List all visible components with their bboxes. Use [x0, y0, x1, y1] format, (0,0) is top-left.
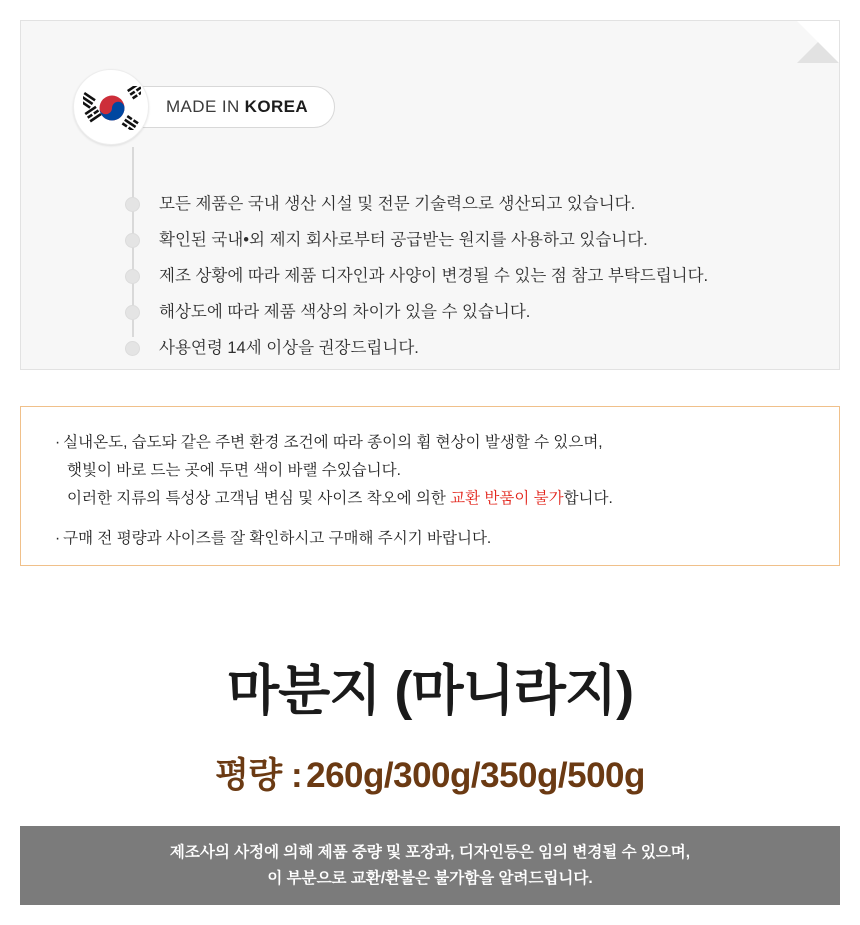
list-item — [125, 297, 825, 328]
page-title: 마분지 (마니라지) — [226, 661, 634, 721]
bullet-dot-icon — [125, 269, 140, 284]
notice-line — [55, 485, 809, 513]
bullet-text: 해상도에 따라 제품 색상의 차이가 있을 수 있습니다. — [159, 302, 531, 321]
notice-text: 햇빛이 바로 드는 곳에 두면 색이 바랠 수있습니다. — [67, 462, 401, 479]
footer-line: 제조사의 사정에 의해 제품 중량 및 포장과, 디자인등은 임의 변경될 수 있으며, — [169, 843, 691, 861]
bullet-text: 모든 제품은 국내 생산 시설 및 전문 기술력으로 생산되고 있습니다. — [159, 194, 636, 213]
notice-text: 구매 전 평량과 사이즈를 잘 확인하시고 구매해 주시기 바랍니다. — [63, 530, 492, 547]
bullet-text: 확인된 국내•외 제지 회사로부터 공급받는 원지를 사용하고 있습니다. — [159, 230, 648, 249]
notice-highlight: 교환 반품이 불가 — [450, 490, 564, 507]
notice-line — [55, 429, 809, 457]
weight-value: 260g/300g/350g/500g — [306, 756, 645, 795]
list-item — [125, 225, 825, 256]
footer-disclaimer — [20, 826, 840, 905]
footer-line: 이 부분으로 교환/환불은 불가함을 알려드립니다. — [267, 869, 593, 887]
bullet-dot-icon — [125, 341, 140, 356]
korea-bullet-list — [125, 189, 825, 369]
korea-flag-icon — [73, 69, 149, 145]
bullet-text: 제조 상황에 따라 제품 디자인과 사양이 변경될 수 있는 점 참고 부탁드립니다. — [159, 266, 709, 285]
bullet-dot-icon — [125, 233, 140, 248]
notice-line — [55, 457, 809, 485]
list-item — [125, 333, 825, 364]
list-item — [125, 261, 825, 292]
notice-lead-marker: · — [55, 530, 61, 547]
made-in-korea-badge — [73, 69, 335, 145]
made-in-prefix: MADE IN — [166, 97, 240, 116]
notice-box — [20, 406, 840, 566]
folded-corner — [797, 21, 839, 63]
made-in-korea-panel — [20, 20, 840, 370]
bullet-text: 사용연령 14세 이상을 권장드립니다. — [159, 338, 419, 357]
notice-line — [55, 525, 809, 553]
bullet-dot-icon — [125, 197, 140, 212]
weight-spec — [0, 748, 860, 798]
notice-lead-marker: · — [55, 434, 61, 451]
notice-text-tail: 합니다. — [563, 490, 613, 507]
weight-label: 평량 : — [215, 756, 303, 795]
list-item — [125, 189, 825, 220]
notice-text: 실내온도, 습도돠 같은 주변 환경 조건에 따라 종이의 휨 현상이 발생할 수 있으며, — [63, 434, 603, 451]
bullet-dot-icon — [125, 305, 140, 320]
made-in-country: KOREA — [244, 97, 309, 116]
made-in-korea-label — [119, 86, 335, 128]
notice-text: 이러한 지류의 특성상 고객님 변심 및 사이즈 착오에 의한 — [67, 490, 451, 507]
